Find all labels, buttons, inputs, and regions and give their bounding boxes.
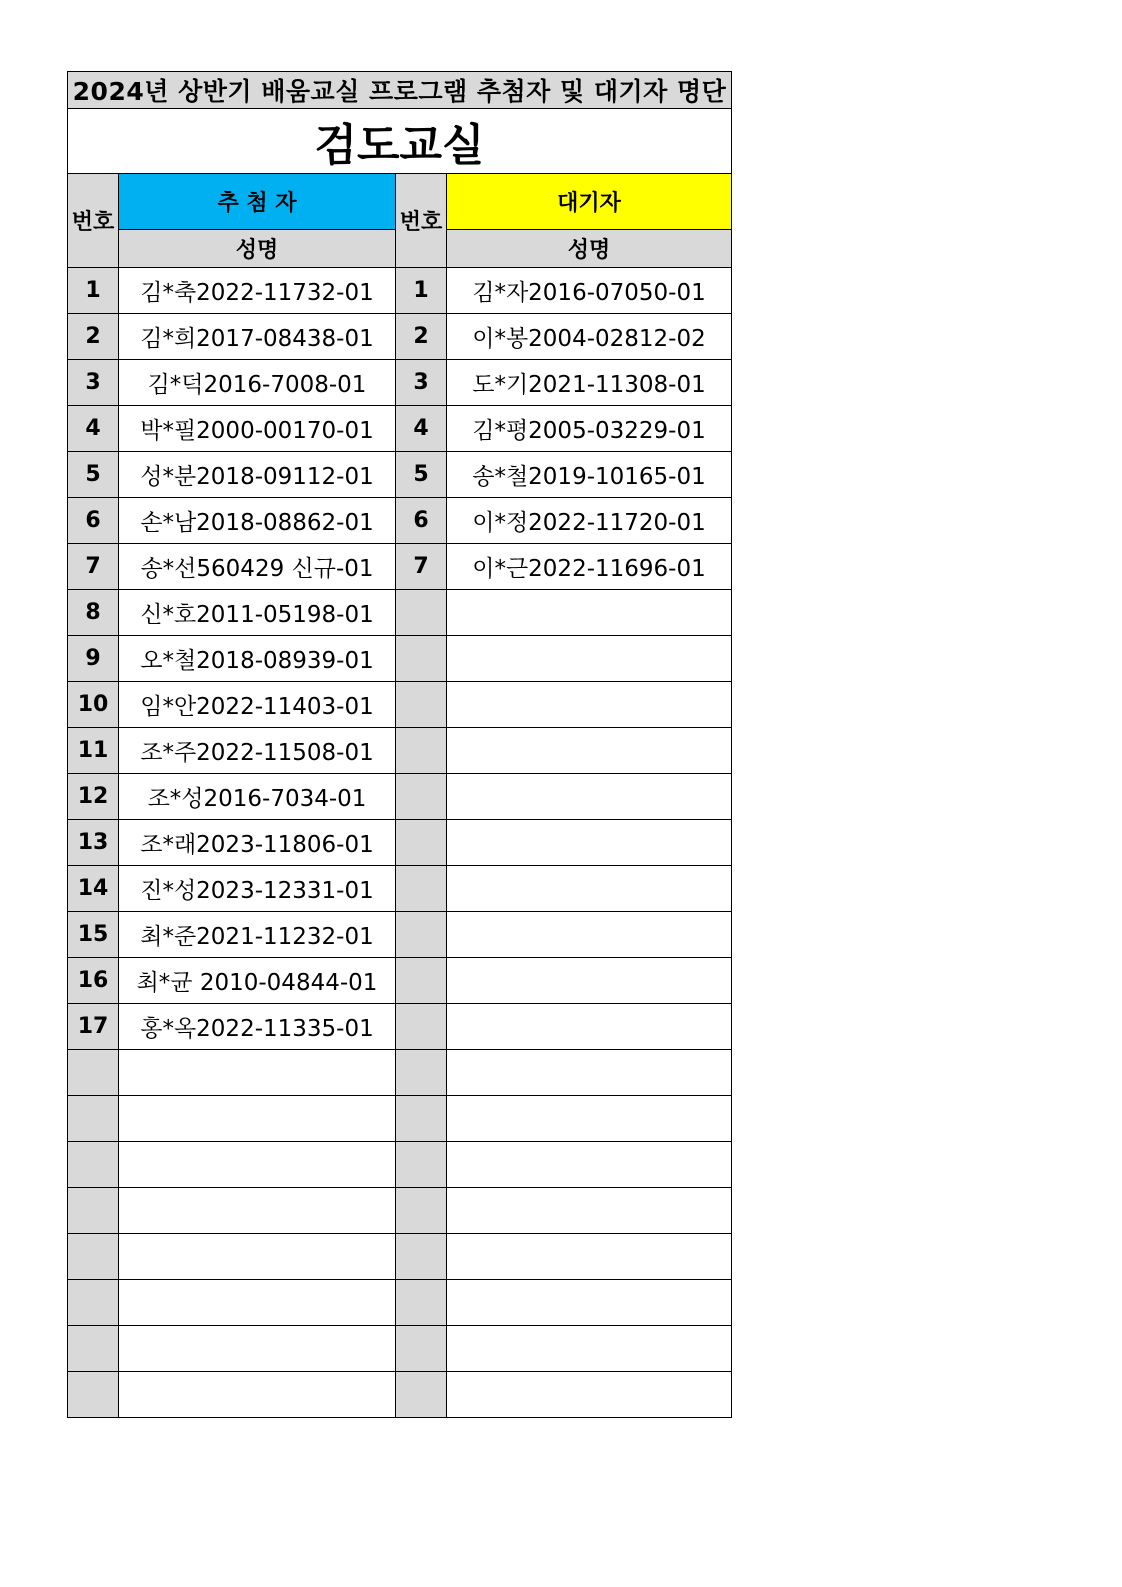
waitlist-name-cell: 이*근2022-11696-01 [447, 544, 732, 590]
waitlist-number-cell [396, 590, 447, 636]
waitlist-name-cell [447, 1050, 732, 1096]
winner-number-header: 번호 [68, 174, 119, 268]
waitlist-number-cell [396, 912, 447, 958]
winner-number-cell: 13 [68, 820, 119, 866]
waitlist-name-cell [447, 1004, 732, 1050]
waitlist-header: 대기자 [447, 174, 732, 230]
table-row [68, 728, 732, 774]
winner-number-cell: 15 [68, 912, 119, 958]
winner-name-cell: 최*준2021-11232-01 [119, 912, 396, 958]
winner-number-cell: 17 [68, 1004, 119, 1050]
waitlist-name-cell [447, 1142, 732, 1188]
waitlist-number-cell: 4 [396, 406, 447, 452]
winner-name-cell: 홍*옥2022-11335-01 [119, 1004, 396, 1050]
waitlist-number-header: 번호 [396, 174, 447, 268]
winner-name-cell: 진*성2023-12331-01 [119, 866, 396, 912]
waitlist-number-cell [396, 636, 447, 682]
winner-name-cell [119, 1050, 396, 1096]
table-row [68, 268, 732, 314]
waitlist-number-cell [396, 682, 447, 728]
waitlist-number-cell [396, 1096, 447, 1142]
waitlist-name-cell [447, 636, 732, 682]
winner-number-cell: 11 [68, 728, 119, 774]
winner-name-cell [119, 1280, 396, 1326]
winner-number-cell: 3 [68, 360, 119, 406]
table-row [68, 1096, 732, 1142]
waitlist-number-cell: 6 [396, 498, 447, 544]
waitlist-name-cell [447, 1096, 732, 1142]
waitlist-name-cell [447, 590, 732, 636]
table-row [68, 774, 732, 820]
table-row [68, 452, 732, 498]
waitlist-name-cell: 이*정2022-11720-01 [447, 498, 732, 544]
waitlist-number-cell [396, 1372, 447, 1418]
table-row [68, 820, 732, 866]
winners-header: 추 첨 자 [119, 174, 396, 230]
winner-name-cell [119, 1234, 396, 1280]
table-row [68, 406, 732, 452]
waitlist-name-cell [447, 912, 732, 958]
winner-name-cell: 조*주2022-11508-01 [119, 728, 396, 774]
waitlist-name-cell [447, 728, 732, 774]
winner-name-cell: 조*래2023-11806-01 [119, 820, 396, 866]
winner-number-cell: 1 [68, 268, 119, 314]
table-row [68, 498, 732, 544]
waitlist-number-cell: 1 [396, 268, 447, 314]
waitlist-number-cell: 5 [396, 452, 447, 498]
winner-name-cell: 성*분2018-09112-01 [119, 452, 396, 498]
table-row [68, 1280, 732, 1326]
waitlist-number-cell [396, 1234, 447, 1280]
waitlist-name-cell: 도*기2021-11308-01 [447, 360, 732, 406]
table-row [68, 544, 732, 590]
waitlist-name-cell: 이*봉2004-02812-02 [447, 314, 732, 360]
winner-number-cell: 4 [68, 406, 119, 452]
table-row [68, 866, 732, 912]
table-row [68, 682, 732, 728]
table-row [68, 314, 732, 360]
waitlist-number-cell [396, 958, 447, 1004]
table-row [68, 636, 732, 682]
winner-number-cell: 16 [68, 958, 119, 1004]
waitlist-number-cell: 7 [396, 544, 447, 590]
waitlist-number-cell [396, 866, 447, 912]
winner-number-cell [68, 1096, 119, 1142]
waitlist-number-cell [396, 1004, 447, 1050]
waitlist-number-cell [396, 1050, 447, 1096]
winner-number-cell [68, 1050, 119, 1096]
winner-number-cell: 10 [68, 682, 119, 728]
waitlist-name-cell [447, 1280, 732, 1326]
winner-name-cell: 최*균 2010-04844-01 [119, 958, 396, 1004]
waitlist-name-cell: 송*철2019-10165-01 [447, 452, 732, 498]
winner-number-cell [68, 1188, 119, 1234]
winner-number-cell: 2 [68, 314, 119, 360]
winner-name-cell: 김*희2017-08438-01 [119, 314, 396, 360]
winner-name-cell: 임*안2022-11403-01 [119, 682, 396, 728]
waitlist-name-cell [447, 1234, 732, 1280]
winner-name-cell: 송*선560429 신규-01 [119, 544, 396, 590]
waitlist-number-cell: 3 [396, 360, 447, 406]
winner-number-cell [68, 1280, 119, 1326]
waitlist-number-cell [396, 728, 447, 774]
winner-name-cell: 김*덕2016-7008-01 [119, 360, 396, 406]
table-row [68, 1004, 732, 1050]
waitlist-name-cell [447, 820, 732, 866]
table-row [68, 1326, 732, 1372]
winner-name-cell [119, 1372, 396, 1418]
table-row [68, 1050, 732, 1096]
waitlist-name-cell: 김*평2005-03229-01 [447, 406, 732, 452]
waitlist-name-cell [447, 1326, 732, 1372]
winner-name-cell [119, 1326, 396, 1372]
winner-name-cell: 손*남2018-08862-01 [119, 498, 396, 544]
winner-number-cell: 12 [68, 774, 119, 820]
waitlist-name-cell [447, 774, 732, 820]
table-row [68, 1188, 732, 1234]
winner-name-cell [119, 1188, 396, 1234]
waitlist-name-cell [447, 1188, 732, 1234]
winner-number-cell: 14 [68, 866, 119, 912]
winner-number-cell [68, 1142, 119, 1188]
winner-name-cell: 조*성2016-7034-01 [119, 774, 396, 820]
winner-number-cell: 5 [68, 452, 119, 498]
table-row [68, 360, 732, 406]
waitlist-name-cell [447, 866, 732, 912]
table-row [68, 912, 732, 958]
waitlist-number-cell [396, 1188, 447, 1234]
winner-name-cell: 오*철2018-08939-01 [119, 636, 396, 682]
winner-number-cell: 9 [68, 636, 119, 682]
winner-name-cell [119, 1096, 396, 1142]
waitlist-name-header: 성명 [447, 230, 732, 268]
winner-number-cell [68, 1372, 119, 1418]
waitlist-name-cell [447, 1372, 732, 1418]
waitlist-number-cell: 2 [396, 314, 447, 360]
waitlist-name-cell [447, 682, 732, 728]
table-row [68, 958, 732, 1004]
winner-number-cell [68, 1234, 119, 1280]
page-title: 검도교실 [68, 109, 732, 174]
table-row [68, 1142, 732, 1188]
winner-name-cell: 박*필2000-00170-01 [119, 406, 396, 452]
winner-name-header: 성명 [119, 230, 396, 268]
lottery-result-table [67, 71, 732, 1418]
table-row [68, 590, 732, 636]
waitlist-number-cell [396, 1142, 447, 1188]
winner-number-cell: 6 [68, 498, 119, 544]
waitlist-number-cell [396, 820, 447, 866]
winner-name-cell [119, 1142, 396, 1188]
winner-number-cell [68, 1326, 119, 1372]
waitlist-name-cell [447, 958, 732, 1004]
table-row [68, 1234, 732, 1280]
winner-number-cell: 7 [68, 544, 119, 590]
waitlist-name-cell: 김*자2016-07050-01 [447, 268, 732, 314]
winner-name-cell: 신*호2011-05198-01 [119, 590, 396, 636]
waitlist-number-cell [396, 1326, 447, 1372]
winner-number-cell: 8 [68, 590, 119, 636]
waitlist-number-cell [396, 1280, 447, 1326]
waitlist-number-cell [396, 774, 447, 820]
table-row [68, 1372, 732, 1418]
document-subtitle: 2024년 상반기 배움교실 프로그램 추첨자 및 대기자 명단 [68, 72, 732, 109]
winner-name-cell: 김*축2022-11732-01 [119, 268, 396, 314]
